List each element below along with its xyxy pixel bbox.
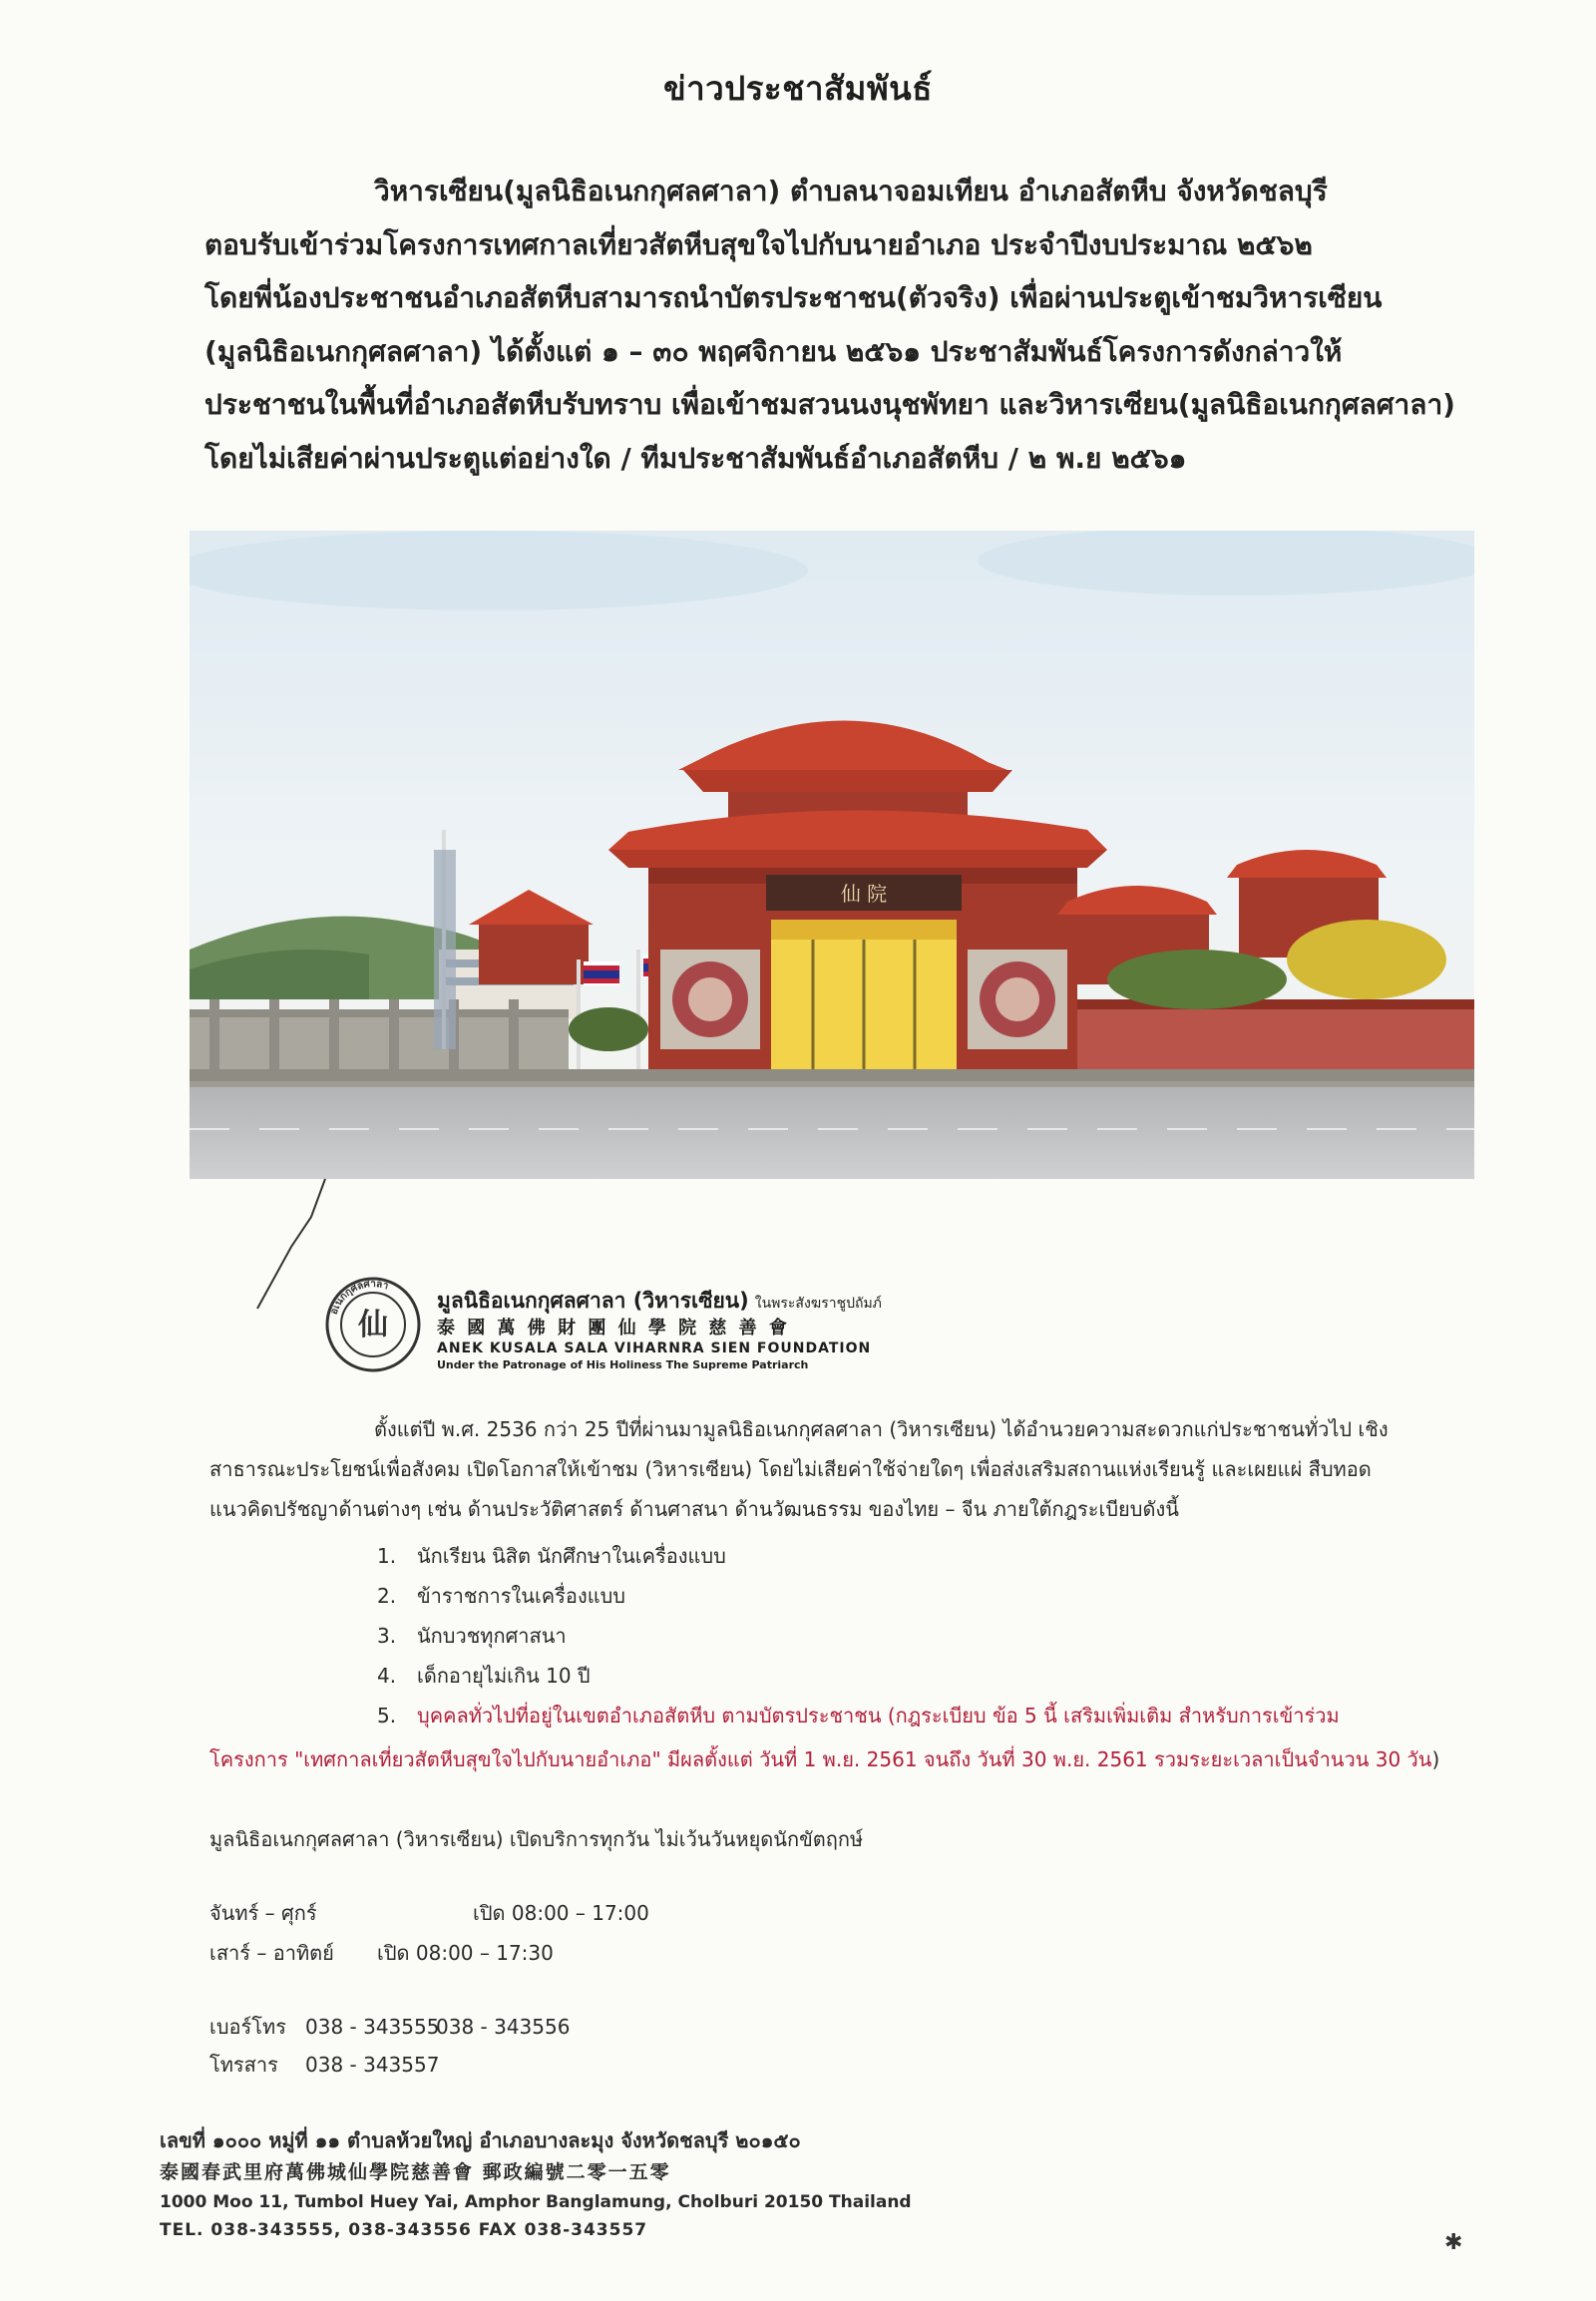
phone-number: 038 - 343556	[436, 2015, 571, 2039]
conditions-list	[377, 1536, 1484, 1735]
logo-center-glyph: 仙	[358, 1308, 388, 1342]
condition-5-continuation: โครงการ "เทศกาลเที่ยวสัตหีบสุขใจไปกับนายอำเภอ" มีผลตั้งแต่ วันที่ 1 พ.ย. 2561 จนถึง วันที่ 30 พ.ย. 2561 รวมระยะเวลาเป็นจำนวน 30 วัน)	[209, 1747, 1440, 1771]
tel-fax: TEL. 038-343555, 038-343556 FAX 038-343557	[160, 2220, 648, 2240]
hours-time: เปิด 08:00 – 17:30	[377, 1941, 554, 1965]
fax-number: 038 - 343557	[305, 2053, 440, 2077]
address-chinese: 泰國春武里府萬佛城仙學院慈善會 郵政編號二零一五零	[160, 2161, 671, 2183]
list-item: 4. เด็กอายุไม่เกิน 10 ปี	[377, 1664, 591, 1688]
press-line: โดยพี่น้องประชาชนอำเภอสัตหีบสามารถนำบัตรประชาชน(ตัวจริง) เพื่อผ่านประตูเข้าชมวิหารเซียน	[204, 281, 1383, 314]
temple-photo	[190, 531, 1474, 1179]
foundation-logo	[321, 1275, 426, 1374]
list-item: 5. บุคคลทั่วไปที่อยู่ในเขตอำเภอสัตหีบ ตามบัตรประชาชน (กฎระเบียบ ข้อ 5 นี้ เสริมเพิ่มเติม สำหรับการเข้าร่วม	[377, 1704, 1340, 1727]
foundation-name-chinese: 泰 國 萬 佛 財 團 仙 學 院 慈 善 會	[437, 1318, 790, 1339]
address-footer	[160, 2124, 1057, 2244]
list-item: 3. นักบวชทุกศาสนา	[377, 1624, 567, 1648]
notice-line: แนวคิดปรัชญาด้านต่างๆ เช่น ด้านประวัติศาสตร์ ด้านศาสนา ด้านวัฒนธรรม ของไทย – จีน ภายใต้กฎระเบียบดังนี้	[209, 1497, 1179, 1521]
press-line: ตอบรับเข้าร่วมโครงการเทศกาลเที่ยวสัตหีบสุขใจไปกับนายอำเภอ ประจำปีงบประมาณ ๒๕๖๒	[204, 227, 1313, 261]
logo-ring-text: อเนกกุศลศาลา	[328, 1278, 390, 1317]
foundation-name-english: ANEK KUSALA SALA VIHARNRA SIEN FOUNDATION	[437, 1341, 872, 1356]
press-line: วิหารเซียน(มูลนิธิอเนกกุศลศาลา) ตำบลนาจอมเทียน อำเภอสัตหีบ จังหวัดชลบุรี	[374, 175, 1328, 207]
asterisk-mark: ✱	[1444, 2230, 1463, 2255]
list-item: 2. ข้าราชการในเครื่องแบบ	[377, 1584, 625, 1608]
notice-line: ตั้งแต่ปี พ.ศ. 2536 กว่า 25 ปีที่ผ่านมามูลนิธิอเนกกุศลศาลา (วิหารเซียน) ได้อำนวยความสะดวกแก่ประชาชนทั่วไป เชิง	[374, 1417, 1389, 1441]
fax-label: โทรสาร	[209, 2053, 278, 2077]
list-item: 1. นักเรียน นิสิต นักศึกษาในเครื่องแบบ	[377, 1544, 726, 1568]
hours-days: เสาร์ – อาทิตย์	[209, 1941, 334, 1965]
press-line: โดยไม่เสียค่าผ่านประตูแต่อย่างใด / ทีมประชาสัมพันธ์อำเภอสัตหีบ / ๒ พ.ย ๒๕๖๑	[204, 441, 1187, 475]
phone-number: 038 - 343555	[305, 2015, 440, 2039]
patronage-thai: ในพระสังฆราชูปถัมภ์	[754, 1296, 882, 1312]
press-release-paragraph	[204, 165, 1471, 485]
notice-line: สาธารณะประโยชน์เพื่อสังคม เปิดโอกาสให้เข้าชม (วิหารเซียน) โดยไม่เสียค่าใช้จ่ายใดๆ เพื่อส่งเสริมสถานแห่งเรียนรู้ และเผยแผ่ สืบทอด	[209, 1457, 1372, 1481]
foundation-notice	[209, 1409, 1466, 1529]
page-title: ข่าวประชาสัมพันธ์	[663, 69, 933, 108]
temple-sign-text: 仙 院	[840, 882, 888, 906]
decorative-line	[251, 1177, 331, 1312]
press-line: (มูลนิธิอเนกกุศลศาลา) ได้ตั้งแต่ ๑ – ๓๐ พฤศจิกายน ๒๕๖๑ ประชาสัมพันธ์โครงการดังกล่าวให้	[204, 334, 1343, 368]
address-english: 1000 Moo 11, Tumbol Huey Yai, Amphor Banglamung, Cholburi 20150 Thailand	[160, 2192, 912, 2212]
patronage-english: Under the Patronage of His Holiness The Supreme Patriarch	[437, 1358, 809, 1371]
address-thai: เลขที่ ๑๐๐๐ หมู่ที่ ๑๑ ตำบลห้วยใหญ่ อำเภอบางละมุง จังหวัดชลบุรี ๒๐๑๕๐	[160, 2128, 801, 2152]
hours-days: จันทร์ – ศุกร์	[209, 1901, 317, 1925]
opening-statement: มูลนิธิอเนกกุศลศาลา (วิหารเซียน) เปิดบริการทุกวัน ไม่เว้นวันหยุดนักขัตฤกษ์	[209, 1827, 864, 1851]
foundation-name-thai: มูลนิธิอเนกกุศลศาลา (วิหารเซียน) ในพระสังฆราชูปถัมภ์	[437, 1289, 882, 1313]
letterhead	[437, 1287, 1055, 1373]
press-line: ประชาชนในพื้นที่อำเภอสัตหีบรับทราบ เพื่อเข้าชมสวนนงนุชพัทยา และวิหารเซียน(มูลนิธิอเนกกุศลศาลา)	[204, 388, 1455, 421]
hours-time: เปิด 08:00 – 17:00	[473, 1901, 649, 1925]
phone-label: เบอร์โทร	[209, 2015, 286, 2039]
